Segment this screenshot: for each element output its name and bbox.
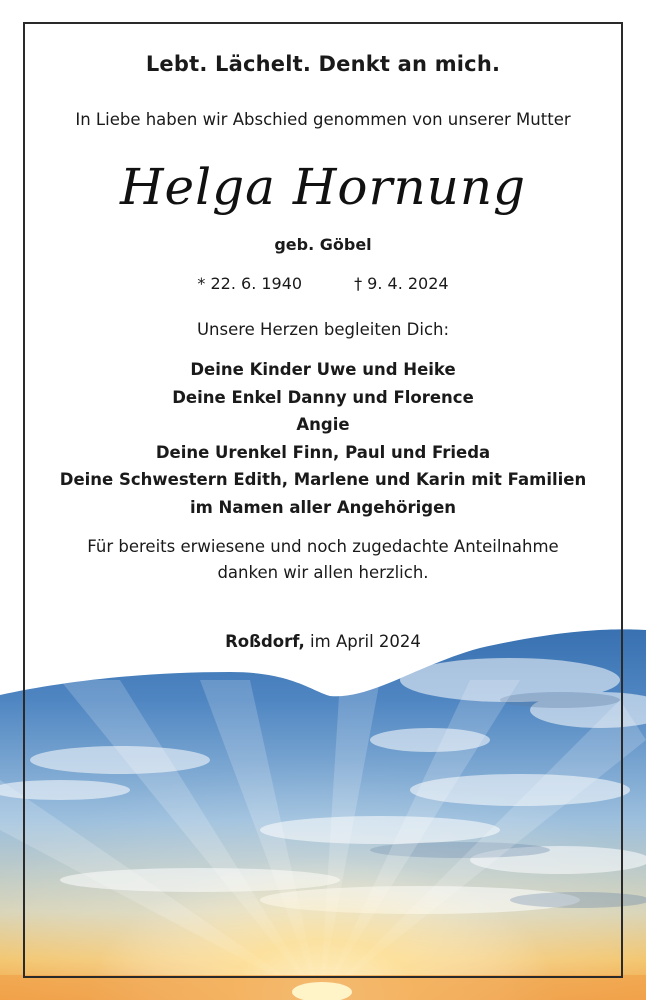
mourners-list: [0, 356, 646, 521]
place-date: im April 2024: [304, 632, 421, 651]
mourner-line: im Namen aller Angehörigen: [189, 497, 457, 517]
motto-heading: Lebt. Lächelt. Denkt an mich.: [145, 52, 501, 76]
thanks-line: Für bereits erwiesene und noch zugedachte Anteilnahme: [87, 537, 559, 556]
death-date: † 9. 4. 2024: [354, 274, 449, 293]
mourner-line: Deine Kinder Uwe und Heike: [190, 360, 456, 379]
mourner-line: Deine Urenkel Finn, Paul und Frieda: [155, 442, 491, 462]
life-dates: [0, 274, 646, 293]
thanks-text: [0, 534, 646, 586]
deceased-name: Helga Hornung: [119, 158, 527, 216]
mourner-line: Angie: [296, 415, 350, 434]
accompany-line: Unsere Herzen begleiten Dich:: [196, 320, 450, 339]
birth-date: * 22. 6. 1940: [197, 274, 303, 293]
thanks-line: danken wir allen herzlich.: [217, 563, 429, 582]
place-name: Roßdorf,: [225, 632, 305, 651]
mourner-line: Deine Schwestern Edith, Marlene und Karin mit Familien: [59, 470, 587, 489]
mourner-line: Deine Enkel Danny und Florence: [172, 387, 474, 407]
intro-text: In Liebe haben wir Abschied genommen von unserer Mutter: [75, 110, 571, 129]
maiden-name: geb. Göbel: [274, 235, 372, 254]
place-and-date: [0, 632, 646, 651]
